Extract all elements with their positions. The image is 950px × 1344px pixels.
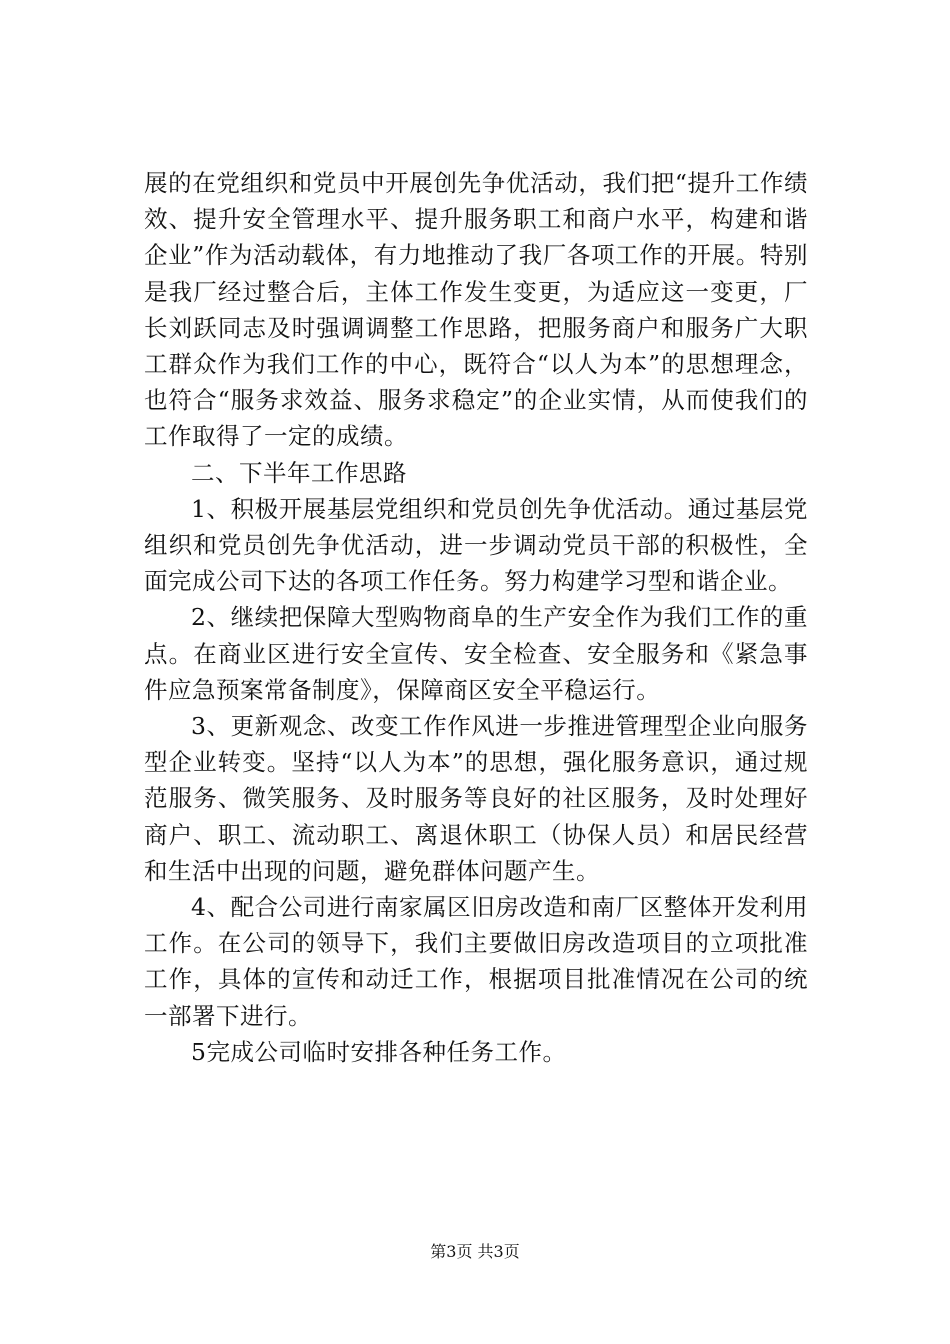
page-number-footer: 第3页 共3页: [430, 1242, 520, 1261]
paragraph-item-3: 3、更新观念、改变工作作风进一步推进管理型企业向服务型企业转变。坚持“以人为本”的思想，强化服务意识，通过规范服务、微笑服务、及时服务等良好的社区服务，及时处理好商户、职工、流动职工、离退休职工（协保人员）和居民经营和生活中出现的问题，避免群体问题产生。: [144, 712, 808, 885]
document-body: [144, 165, 808, 1070]
paragraph-item-2: 2、继续把保障大型购物商阜的生产安全作为我们工作的重点。在商业区进行安全宣传、安全检查、安全服务和《紧急事件应急预案常备制度》，保障商区安全平稳运行。: [144, 603, 808, 704]
paragraph-item-5: 5完成公司临时安排各种任务工作。: [191, 1037, 567, 1066]
paragraph-item-4: 4、配合公司进行南家属区旧房改造和南厂区整体开发利用工作。在公司的领导下，我们主要做旧房改造项目的立项批准工作，具体的宣传和动迁工作，根据项目批准情况在公司的统一部署下进行。: [144, 893, 808, 1030]
section-heading: 二、下半年工作思路: [191, 458, 407, 487]
paragraph-continuation: 展的在党组织和党员中开展创先争优活动，我们把“提升工作绩效、提升安全管理水平、提升服务职工和商户水平，构建和谐企业”作为活动载体，有力地推动了我厂各项工作的开展。特别是我厂经过整合后，主体工作发生变更，为适应这一变更，厂长刘跃同志及时强调调整工作思路，把服务商户和服务广大职工群众作为我们工作的中心，既符合“以人为本”的思想理念，也符合“服务求效益、服务求稳定”的企业实情，从而使我们的工作取得了一定的成绩。: [144, 169, 808, 451]
paragraph-item-1: 1、积极开展基层党组织和党员创先争优活动。通过基层党组织和党员创先争优活动，进一步调动党员干部的积极性，全面完成公司下达的各项工作任务。努力构建学习型和谐企业。: [144, 494, 808, 596]
